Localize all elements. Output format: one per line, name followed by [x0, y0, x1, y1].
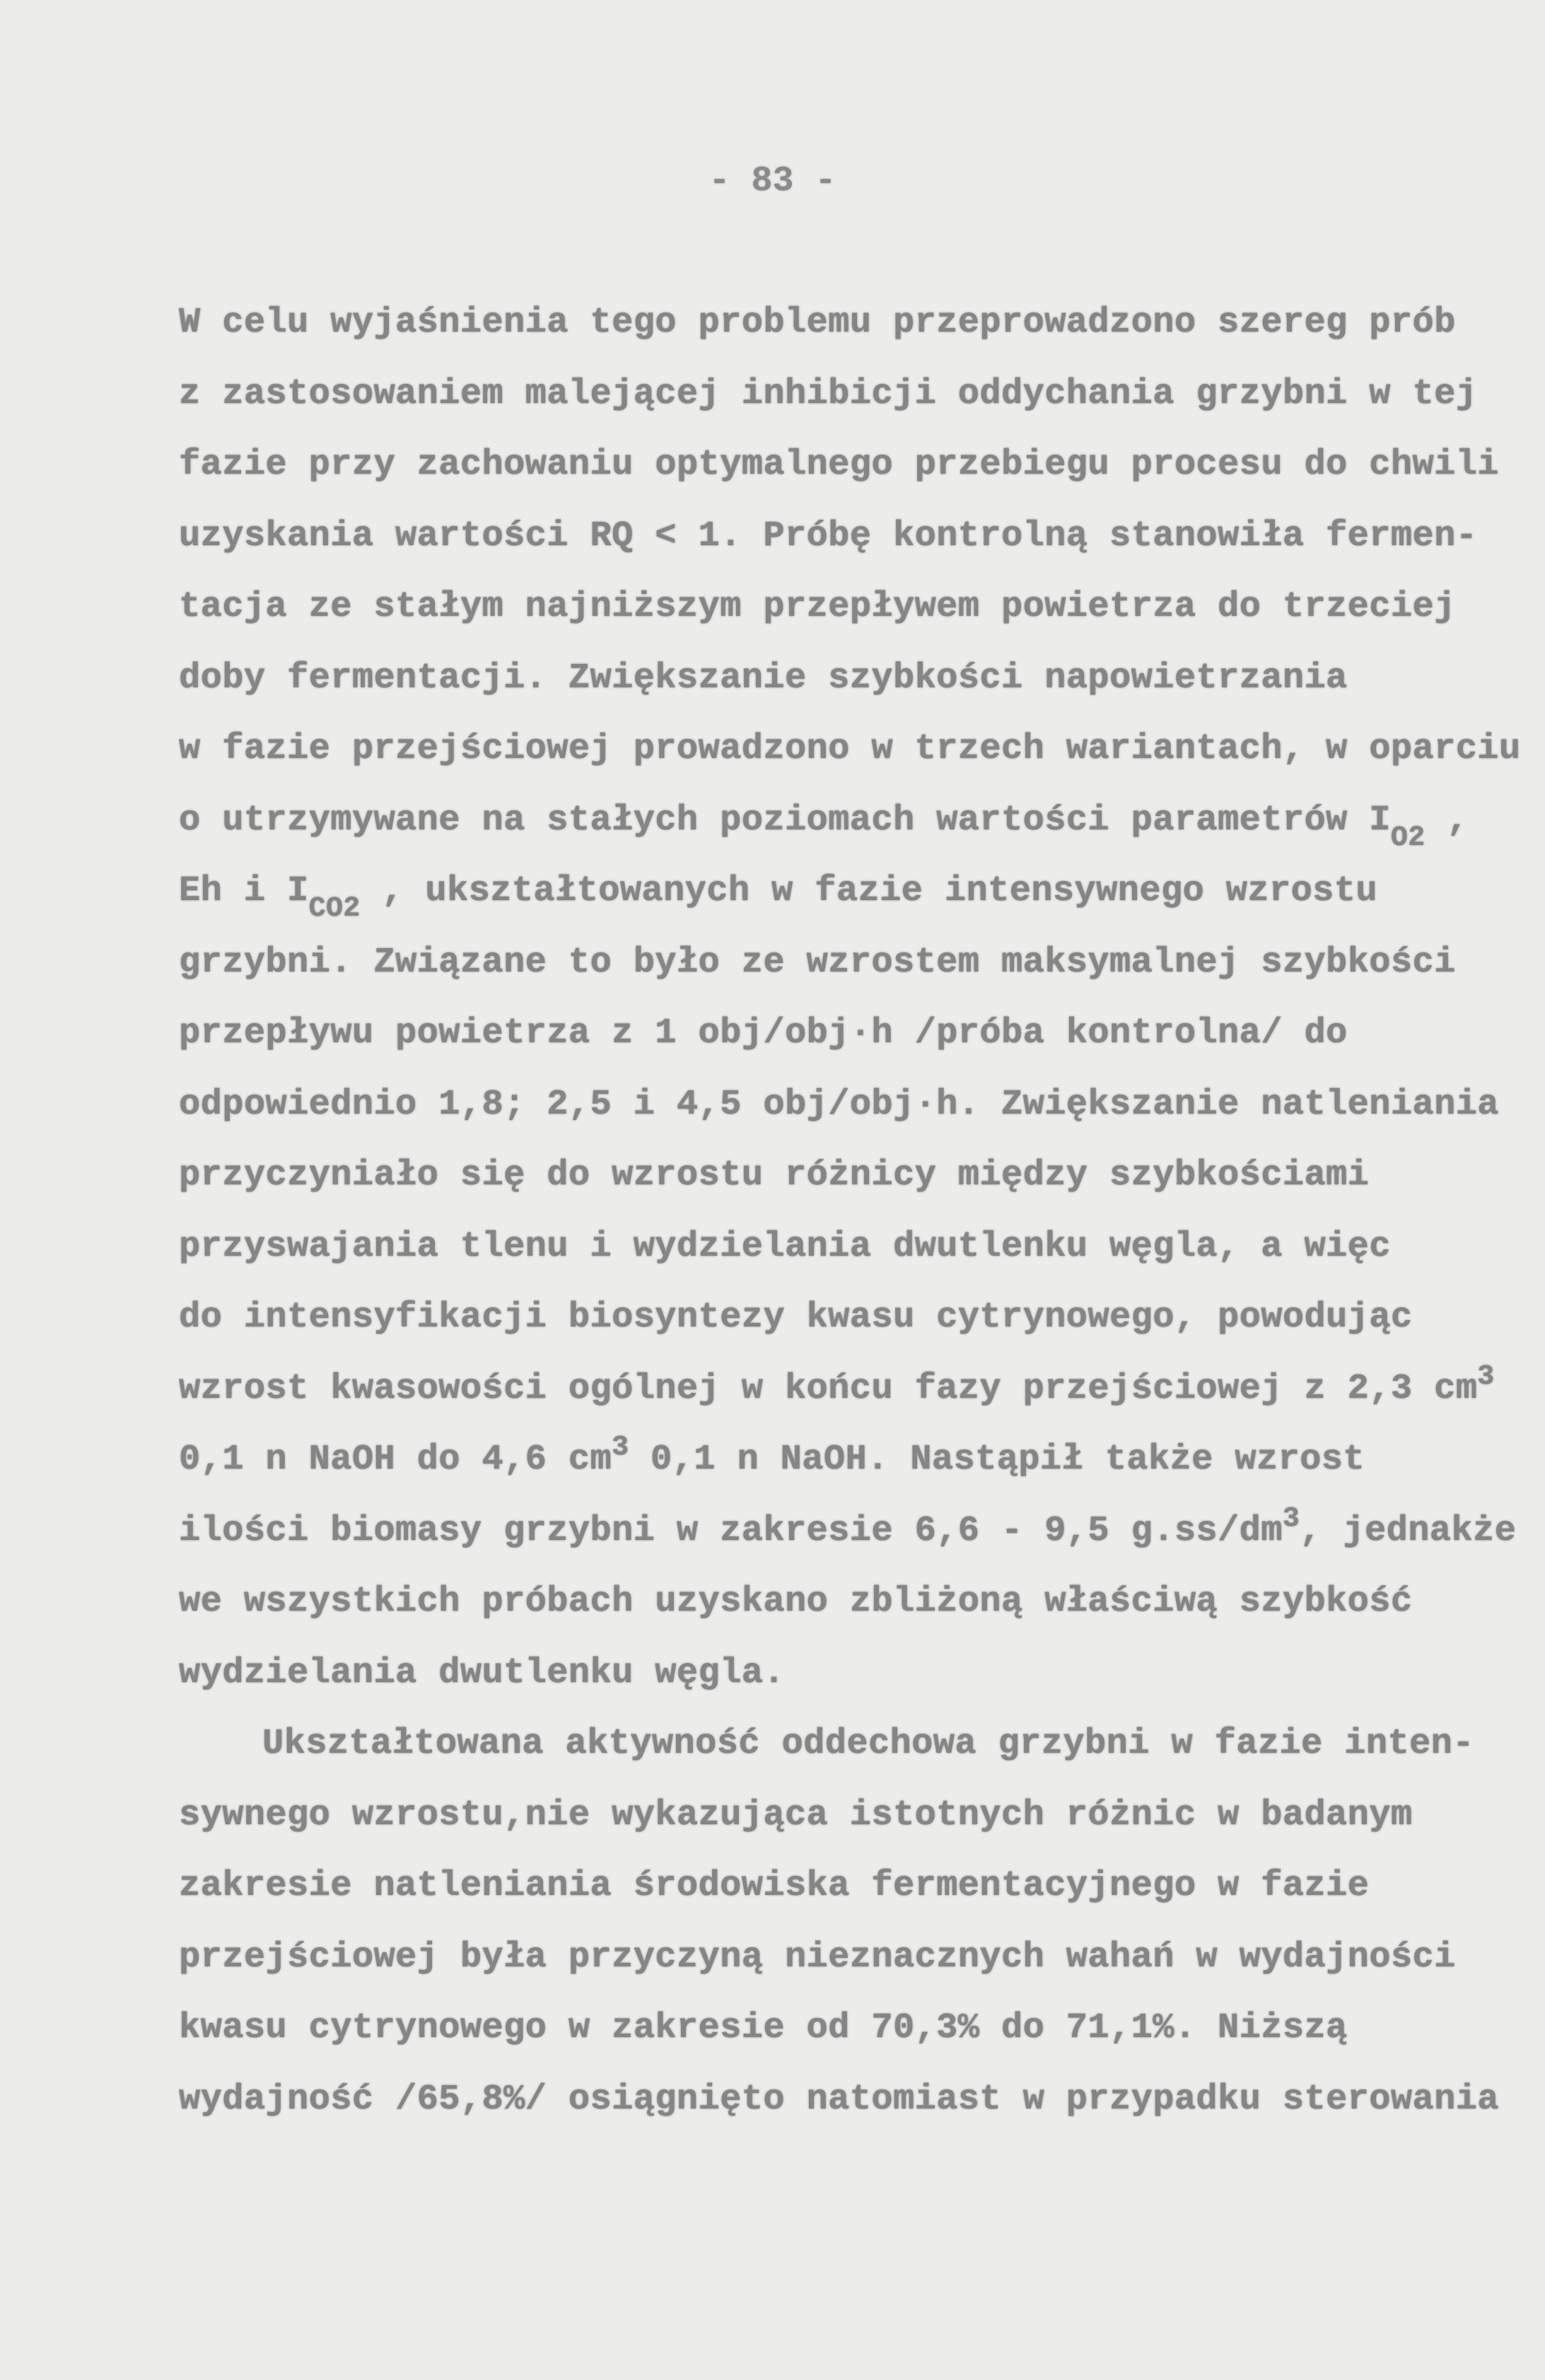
text-line [179, 1652, 785, 1695]
text-run: fazie przy zachowaniu optymalnego przebiegu procesu do chwili [179, 445, 1499, 485]
text-line [179, 1937, 1456, 1979]
text-line [179, 1360, 1495, 1413]
text-run: odpowiednio 1,8; 2,5 i 4,5 obj/obj·h. Zwiększanie natleniania [179, 1084, 1499, 1125]
text-run: W celu wyjaśnienia tego problemu przeprowadzono szereg prób [179, 303, 1456, 343]
text-line [179, 1226, 1391, 1268]
text-run: Ukształtowana aktywność oddechowa grzybni w fazie inten- [262, 1724, 1474, 1764]
text-line [179, 1581, 1412, 1623]
text-run: tacja ze stałym najniższym przepływem powietrza do trzeciej [179, 587, 1456, 627]
text-run: przejściowej była przyczyną nieznacznych wahań w wydajności [179, 1937, 1456, 1978]
text-run: doby fermentacji. Zwiększanie szybkości napowietrzania [179, 658, 1348, 699]
text-run: przyswajania tlenu i wydzielania dwutlenku węgla, a więc [179, 1226, 1391, 1267]
text-run: 0,1 n NaOH do 4,6 cm [179, 1440, 612, 1480]
text-line [179, 1432, 1365, 1483]
text-line [179, 1013, 1348, 1055]
text-run: sywnego wzrostu,nie wykazująca istotnych różnic w badanym [179, 1795, 1413, 1836]
text-line [179, 870, 1377, 925]
text-run: grzybni. Związane to było ze wzrostem maksymalnej szybkości [179, 942, 1456, 983]
text-line [179, 373, 1477, 416]
text-run: ilości biomasy grzybni w zakresie 6,6 - 9,5 g.ss/dm [179, 1510, 1283, 1551]
page-number: - 83 - [709, 161, 836, 202]
text-run: 0,1 n NaOH. Nastąpił także wzrost [629, 1440, 1365, 1480]
text-line [179, 444, 1499, 486]
text-line [179, 658, 1348, 700]
text-run: wydajność /65,8%/ osiągnięto natomiast w przypadku sterowania [179, 2079, 1499, 2120]
text-line [179, 942, 1456, 984]
text-line [179, 1865, 1369, 1908]
text-line [179, 302, 1456, 344]
text-run: kwasu cytrynowego w zakresie od 70,3% do 71,1%. Niższą [179, 2008, 1348, 2048]
text-run: , jednakże [1300, 1510, 1517, 1551]
text-run: w fazie przejściowej prowadzono w trzech wariantach, w oparciu [179, 729, 1521, 769]
text-line [179, 515, 1477, 558]
superscript: 3 [1477, 1360, 1495, 1393]
text-line [179, 1795, 1412, 1837]
text-line [179, 586, 1456, 629]
text-run: Eh i I [179, 871, 309, 911]
text-run: o utrzymywane na stałych poziomach wartości parametrów I [179, 800, 1391, 841]
text-run: wzrost kwasowości ogólnej w końcu fazy przejściowej z 2,3 cm [179, 1368, 1478, 1409]
text-run: przyczyniało się do wzrostu różnicy między szybkościami [179, 1155, 1370, 1196]
text-run: wydzielania dwutlenku węgla. [179, 1652, 785, 1693]
text-line [179, 728, 1521, 771]
text-line [179, 1084, 1499, 1126]
superscript: 3 [612, 1432, 629, 1464]
text-line [179, 1297, 1412, 1339]
text-run: zakresie natleniania środowiska fermentacyjnego w fazie [179, 1866, 1370, 1906]
text-line [179, 1503, 1517, 1555]
text-run: we wszystkich próbach uzyskano zbliżoną właściwą szybkość [179, 1582, 1413, 1622]
superscript: 3 [1282, 1503, 1300, 1535]
text-run: przepływu powietrza z 1 obj/obj·h /próba kontrolna/ do [179, 1013, 1348, 1054]
text-run: uzyskania wartości RQ < 1. Próbę kontrolną stanowiła fermen- [179, 515, 1478, 556]
text-run: do intensyfikacji biosyntezy kwasu cytrynowego, powodując [179, 1297, 1413, 1338]
subscript: CO2 [308, 893, 361, 925]
text-line [179, 2079, 1499, 2121]
subscript: O2 [1390, 822, 1426, 854]
text-line [179, 2007, 1348, 2050]
text-run: , [1425, 800, 1469, 841]
text-run: , ukształtowanych w fazie intensywnego wzrostu [360, 871, 1377, 911]
text-line [179, 1155, 1369, 1197]
text-line [179, 800, 1469, 854]
text-line [262, 1723, 1474, 1766]
text-run: z zastosowaniem malejącej inhibicji oddychania grzybni w tej [179, 373, 1478, 414]
